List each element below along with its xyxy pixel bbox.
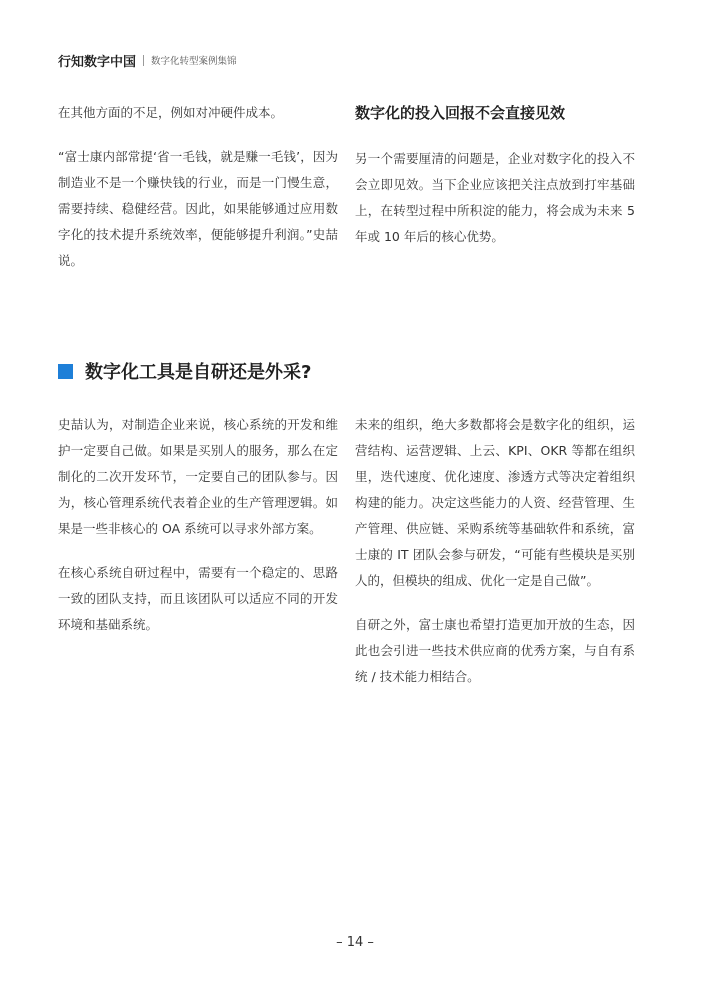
page-number: – 14 – (336, 935, 374, 950)
section-right-column (355, 412, 635, 690)
page-header (58, 51, 237, 69)
header-subtitle: 数字化转型案例集锦 (151, 56, 237, 67)
header-divider (143, 55, 144, 66)
paragraph: 自研之外，富士康也希望打造更加开放的生态，因此也会引进一些技术供应商的优秀方案，与自有系统 / 技术能力相结合。 (355, 617, 635, 684)
paragraph: “富士康内部常提‘省一毛钱，就是赚一毛钱’，因为制造业不是一个赚快钱的行业，而是一门慢生意，需要持续、稳健经营。因此，如果能够通过应用数字化的技术提升系统效率，便能够提升利润。”史喆说。 (58, 149, 338, 268)
section-left-column (58, 412, 338, 638)
section-title-text: 数字化工具是自研还是外采? (85, 362, 312, 383)
top-left-column (58, 100, 338, 274)
paragraph: 史喆认为，对制造企业来说，核心系统的开发和维护一定要自己做。如果是买别人的服务，那么在定制化的二次开发环节，一定要自己的团队参与。因为，核心管理系统代表着企业的生产管理逻辑。如果是一些非核心的 OA 系统可以寻求外部方案。 (58, 417, 338, 536)
paragraph: 在核心系统自研过程中，需要有一个稳定的、思路一致的团队支持，而且该团队可以适应不同的开发环境和基础系统。 (58, 565, 338, 632)
section-heading (58, 356, 311, 386)
top-right-column (355, 146, 635, 250)
brand-name: 行知数字中国 (58, 54, 137, 70)
paragraph: 另一个需要厘清的问题是，企业对数字化的投入不会立即见效。当下企业应该把关注点放到打牢基础上，在转型过程中所积淀的能力，将会成为未来 5 年或 10 年后的核心优势。 (355, 151, 635, 244)
subheading: 数字化的投入回报不会直接见效 (355, 104, 566, 122)
paragraph: 未来的组织，绝大多数都将会是数字化的组织，运营结构、运营逻辑、上云、KPI、OKR 等都在组织里，迭代速度、优化速度、渗透方式等决定着组织构建的能力。决定这些能力的人资、经营管理、生产管理、供应链、采购系统等基础软件和系统，富士康的 IT 团队会参与研发，“可能有些模块是买别人的，但模块的组成、优化一定是自己做”。 (355, 417, 635, 588)
paragraph: 在其他方面的不足，例如对冲硬件成本。 (58, 105, 284, 120)
square-bullet-icon (58, 364, 73, 379)
